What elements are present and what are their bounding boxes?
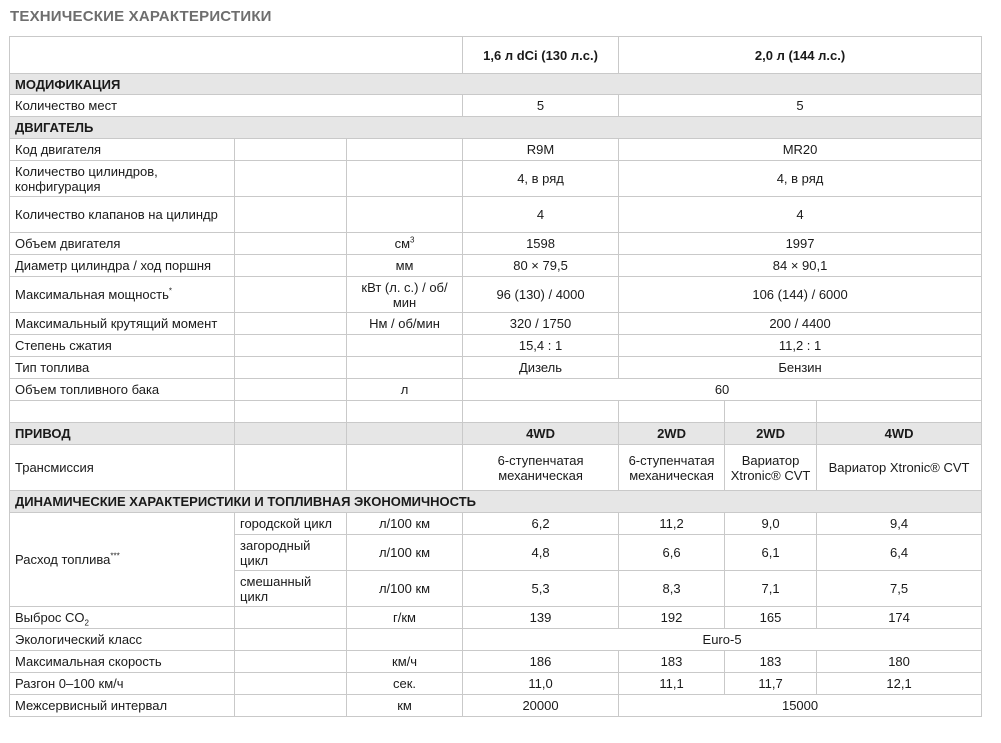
value-petrol-3: 180 [817, 651, 982, 673]
empty-cell [235, 673, 347, 695]
value-petrol-2: 183 [725, 651, 817, 673]
table-row [10, 197, 982, 233]
row-label: Тип топлива [10, 357, 235, 379]
row-label: Степень сжатия [10, 335, 235, 357]
value-petrol: 5 [619, 95, 982, 117]
section-drive [10, 423, 982, 445]
value-diesel-1: 6-ступенчатая механическая [463, 445, 619, 491]
table-row [10, 673, 982, 695]
value-petrol-1: 6-ступенчатая механическая [619, 445, 725, 491]
value-petrol-2: 11,7 [725, 673, 817, 695]
drive-petrol-2: 2WD [725, 423, 817, 445]
footnote-mark: *** [110, 551, 120, 561]
empty-cell [347, 401, 463, 423]
table-row [10, 95, 982, 117]
value-petrol-2: 7,1 [725, 571, 817, 607]
unit-cell: л/100 км [347, 571, 463, 607]
value-diesel: Дизель [463, 357, 619, 379]
value-diesel: 4 [463, 197, 619, 233]
empty-cell [235, 161, 347, 197]
unit-cell: км [347, 695, 463, 717]
row-label [10, 513, 235, 607]
empty-cell [235, 357, 347, 379]
unit-cell [347, 445, 463, 491]
empty-cell [235, 423, 347, 445]
row-label: Межсервисный интервал [10, 695, 235, 717]
section-title: ДИНАМИЧЕСКИЕ ХАРАКТЕРИСТИКИ И ТОПЛИВНАЯ ЭКОНОМИЧНОСТЬ [10, 491, 982, 513]
row-label: Диаметр цилиндра / ход поршня [10, 255, 235, 277]
unit-cell: км/ч [347, 651, 463, 673]
section-title: ПРИВОД [10, 423, 235, 445]
value-diesel-1: 4,8 [463, 535, 619, 571]
empty-cell [235, 695, 347, 717]
row-label: Максимальный крутящий момент [10, 313, 235, 335]
row-label: Количество цилиндров, конфигурация [10, 161, 235, 197]
value-petrol-3: 7,5 [817, 571, 982, 607]
value-diesel-1: 5,3 [463, 571, 619, 607]
value-petrol-2: Вариатор Xtronic® CVT [725, 445, 817, 491]
footnote-mark: * [168, 286, 173, 296]
row-label [10, 607, 235, 629]
value-petrol-3: 174 [817, 607, 982, 629]
empty-cell [817, 401, 982, 423]
drive-petrol-1: 2WD [619, 423, 725, 445]
value-diesel-1: 139 [463, 607, 619, 629]
table-row [10, 607, 982, 629]
value-petrol: MR20 [619, 139, 982, 161]
section-dynamics [10, 491, 982, 513]
value-petrol-3: Вариатор Xtronic® CVT [817, 445, 982, 491]
unit-cell: л/100 км [347, 513, 463, 535]
value-petrol: 200 / 4400 [619, 313, 982, 335]
value-diesel: 15,4 : 1 [463, 335, 619, 357]
header-blank-cell [10, 37, 463, 74]
column-header-petrol: 2,0 л (144 л.с.) [619, 37, 982, 74]
value-petrol: 15000 [619, 695, 982, 717]
empty-cell [235, 255, 347, 277]
table-row [10, 313, 982, 335]
value-petrol-2: 9,0 [725, 513, 817, 535]
unit-cell [347, 335, 463, 357]
unit-cell [347, 197, 463, 233]
header-row [10, 37, 982, 74]
section-modification [10, 74, 982, 95]
row-label: Объем двигателя [10, 233, 235, 255]
table-row [10, 513, 982, 535]
empty-cell [619, 401, 725, 423]
unit-cell: г/км [347, 607, 463, 629]
unit-superscript: 3 [410, 235, 415, 245]
value-petrol-1: 183 [619, 651, 725, 673]
table-row [10, 651, 982, 673]
value-petrol-3: 6,4 [817, 535, 982, 571]
row-label: Экологический класс [10, 629, 235, 651]
row-label: Объем топливного бака [10, 379, 235, 401]
row-label-text: Расход топлива [15, 552, 111, 567]
table-row [10, 379, 982, 401]
value-all: 60 [463, 379, 982, 401]
value-diesel: R9M [463, 139, 619, 161]
cycle-label: загородный цикл [235, 535, 347, 571]
value-petrol: 4 [619, 197, 982, 233]
row-label-text: Максимальная мощность [15, 287, 169, 302]
value-petrol-2: 165 [725, 607, 817, 629]
value-diesel: 4, в ряд [463, 161, 619, 197]
cycle-label: смешанный цикл [235, 571, 347, 607]
value-diesel: 20000 [463, 695, 619, 717]
row-label-text: Выброс CO [15, 610, 85, 625]
empty-cell [235, 335, 347, 357]
row-label: Трансмиссия [10, 445, 235, 491]
subscript: 2 [84, 618, 89, 628]
value-petrol-1: 11,1 [619, 673, 725, 695]
unit-cell [347, 233, 463, 255]
row-label: Количество клапанов на цилиндр [10, 197, 235, 233]
empty-cell [725, 401, 817, 423]
value-diesel: 1598 [463, 233, 619, 255]
row-label: Код двигателя [10, 139, 235, 161]
value-petrol-1: 8,3 [619, 571, 725, 607]
empty-cell [235, 313, 347, 335]
value-petrol-3: 9,4 [817, 513, 982, 535]
value-petrol: 4, в ряд [619, 161, 982, 197]
table-row [10, 357, 982, 379]
value-petrol: 106 (144) / 6000 [619, 277, 982, 313]
value-petrol-1: 6,6 [619, 535, 725, 571]
section-title: ДВИГАТЕЛЬ [10, 117, 982, 139]
unit-cell: сек. [347, 673, 463, 695]
unit-cell: л [347, 379, 463, 401]
value-diesel: 320 / 1750 [463, 313, 619, 335]
spacer-row [10, 401, 982, 423]
table-row [10, 277, 982, 313]
value-petrol-1: 192 [619, 607, 725, 629]
value-petrol: Бензин [619, 357, 982, 379]
cycle-label: городской цикл [235, 513, 347, 535]
table-row [10, 445, 982, 491]
unit-text: см [394, 236, 410, 251]
empty-cell [10, 401, 235, 423]
empty-cell [235, 197, 347, 233]
empty-cell [235, 233, 347, 255]
empty-cell [235, 651, 347, 673]
row-label: Максимальная скорость [10, 651, 235, 673]
empty-cell [463, 401, 619, 423]
unit-cell [347, 161, 463, 197]
unit-cell [347, 629, 463, 651]
value-all: Euro-5 [463, 629, 982, 651]
drive-petrol-3: 4WD [817, 423, 982, 445]
section-engine [10, 117, 982, 139]
drive-diesel-1: 4WD [463, 423, 619, 445]
value-petrol: 11,2 : 1 [619, 335, 982, 357]
value-diesel: 96 (130) / 4000 [463, 277, 619, 313]
column-header-diesel: 1,6 л dCi (130 л.с.) [463, 37, 619, 74]
empty-cell [235, 277, 347, 313]
table-row [10, 161, 982, 197]
empty-cell [235, 379, 347, 401]
row-label [10, 277, 235, 313]
value-petrol-2: 6,1 [725, 535, 817, 571]
unit-cell: мм [347, 255, 463, 277]
table-row [10, 335, 982, 357]
section-title: МОДИФИКАЦИЯ [10, 74, 982, 95]
empty-cell [235, 607, 347, 629]
row-label: Количество мест [10, 95, 463, 117]
row-label: Разгон 0–100 км/ч [10, 673, 235, 695]
unit-cell: л/100 км [347, 535, 463, 571]
table-row [10, 629, 982, 651]
unit-cell [347, 139, 463, 161]
value-petrol: 1997 [619, 233, 982, 255]
unit-cell: Нм / об/мин [347, 313, 463, 335]
empty-cell [235, 445, 347, 491]
page-title: ТЕХНИЧЕСКИЕ ХАРАКТЕРИСТИКИ [10, 8, 272, 25]
value-diesel-1: 6,2 [463, 513, 619, 535]
value-petrol-1: 11,2 [619, 513, 725, 535]
spec-table [9, 36, 982, 717]
value-diesel: 5 [463, 95, 619, 117]
table-row [10, 233, 982, 255]
empty-cell [235, 139, 347, 161]
value-diesel-1: 186 [463, 651, 619, 673]
value-diesel-1: 11,0 [463, 673, 619, 695]
table-row [10, 255, 982, 277]
empty-cell [235, 629, 347, 651]
table-row [10, 695, 982, 717]
value-petrol-3: 12,1 [817, 673, 982, 695]
unit-cell [347, 357, 463, 379]
empty-cell [347, 423, 463, 445]
unit-cell: кВт (л. с.) / об/мин [347, 277, 463, 313]
value-petrol: 84 × 90,1 [619, 255, 982, 277]
value-diesel: 80 × 79,5 [463, 255, 619, 277]
table-row [10, 139, 982, 161]
empty-cell [235, 401, 347, 423]
